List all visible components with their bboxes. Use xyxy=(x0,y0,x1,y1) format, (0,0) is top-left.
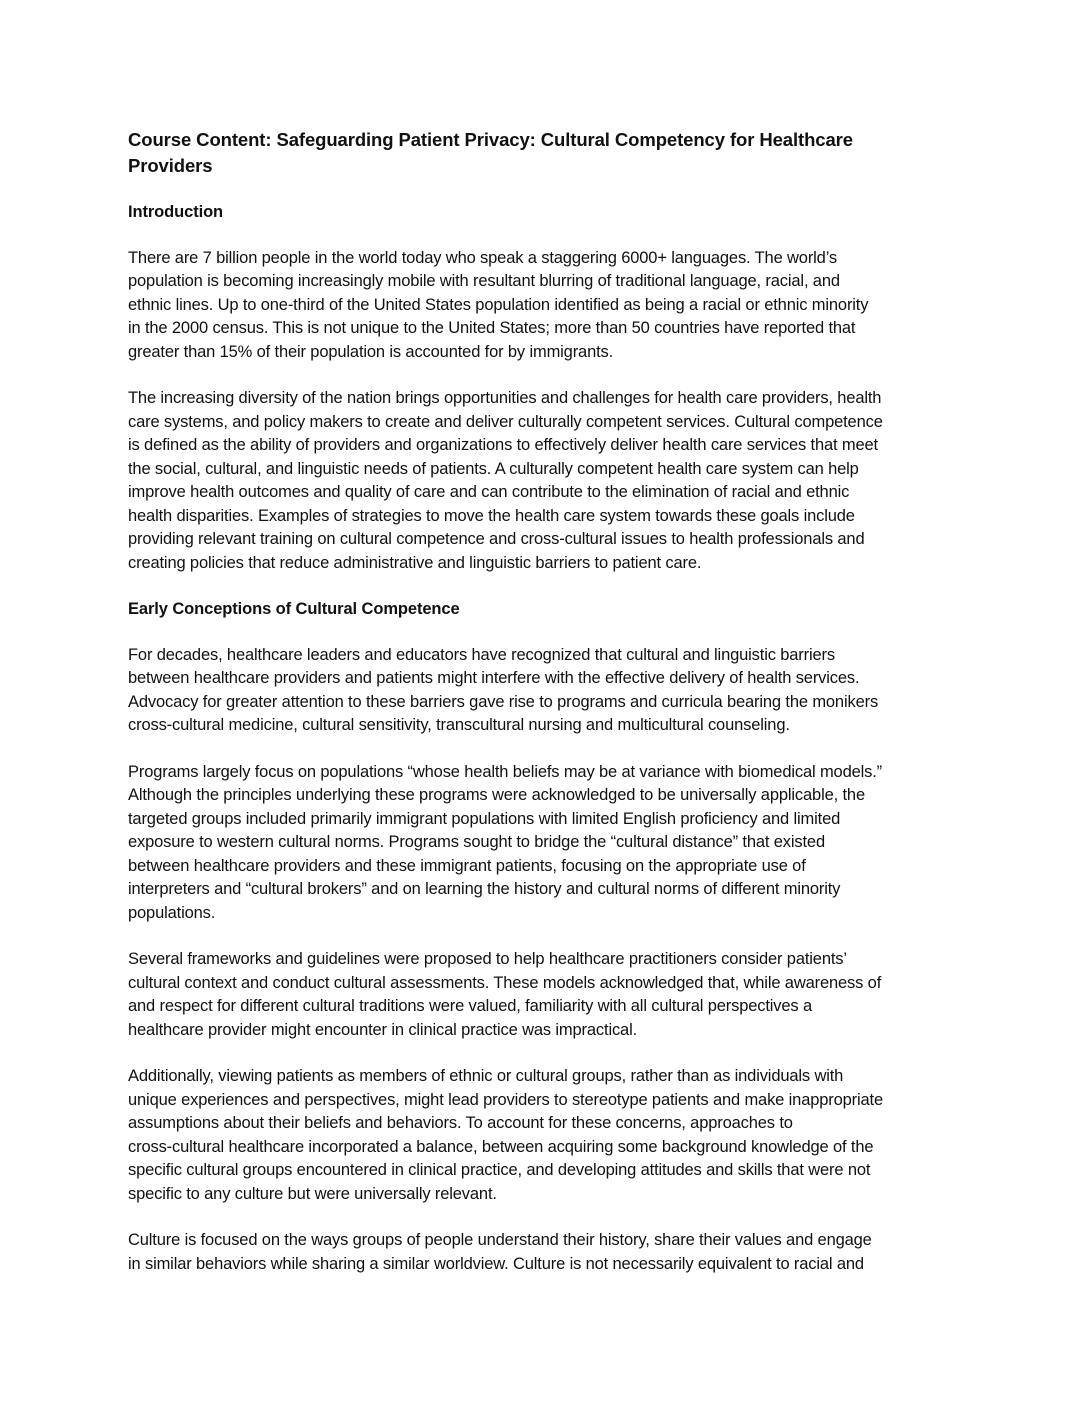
text-line: the social, cultural, and linguistic needs of patients. A culturally competent health care system can help xyxy=(128,459,859,478)
text-line: specific to any culture but were universally relevant. xyxy=(128,1184,497,1203)
paragraph xyxy=(128,387,963,575)
document-page xyxy=(128,127,963,1299)
text-line: Several frameworks and guidelines were proposed to help healthcare practitioners consider patients’ xyxy=(128,950,847,968)
text-line: ethnic lines. Up to one-third of the United States population identified as being a racial or ethnic minority xyxy=(128,295,869,314)
paragraph xyxy=(128,1229,963,1276)
text-line: between healthcare providers and patients might interfere with the effective delivery of health services. xyxy=(128,669,860,687)
section-introduction xyxy=(128,201,963,575)
text-line: assumptions about their beliefs and behaviors. To account for these concerns, approaches to xyxy=(128,1114,793,1132)
text-line: healthcare provider might encounter in clinical practice was impractical. xyxy=(128,1020,638,1039)
text-line: population is becoming increasingly mobile with resultant blurring of traditional language, racial, and xyxy=(128,272,840,290)
text-line: Advocacy for greater attention to these barriers gave rise to programs and curricula bearing the monikers xyxy=(128,692,879,711)
title-line: Providers xyxy=(128,155,213,176)
text-line: populations. xyxy=(128,903,216,922)
text-line: care systems, and policy makers to create and deliver culturally competent services. Cultural competence xyxy=(128,412,883,431)
text-line: improve health outcomes and quality of care and can contribute to the elimination of racial and ethnic xyxy=(128,483,850,501)
document-title xyxy=(128,127,963,179)
paragraph xyxy=(128,761,963,926)
paragraph xyxy=(128,1065,963,1206)
text-line: For decades, healthcare leaders and educators have recognized that cultural and linguistic barriers xyxy=(128,645,835,664)
section-heading: Early Conceptions of Cultural Competence xyxy=(128,600,460,618)
text-line: Culture is focused on the ways groups of people understand their history, share their values and engage xyxy=(128,1231,872,1249)
text-line: in similar behaviors while sharing a similar worldview. Culture is not necessarily equivalent to racial and xyxy=(128,1254,864,1273)
text-line: is defined as the ability of providers and organizations to effectively deliver health care services that meet xyxy=(128,436,878,454)
text-line: cultural context and conduct cultural assessments. These models acknowledged that, while awareness of xyxy=(128,973,882,992)
text-line: interpreters and “cultural brokers” and on learning the history and cultural norms of different minority xyxy=(128,880,841,898)
section-early-conceptions xyxy=(128,598,963,1276)
text-line: exposure to western cultural norms. Programs sought to bridge the “cultural distance” that existed xyxy=(128,833,825,851)
paragraph xyxy=(128,948,963,1042)
paragraph xyxy=(128,247,963,365)
text-line: unique experiences and perspectives, might lead providers to stereotype patients and make inappropriate xyxy=(128,1090,884,1109)
text-line: health disparities. Examples of strategies to move the health care system towards these goals include xyxy=(128,506,855,525)
text-line: between healthcare providers and these immigrant patients, focusing on the appropriate use of xyxy=(128,856,806,875)
section-heading: Introduction xyxy=(128,203,224,221)
text-line: cross-cultural healthcare incorporated a balance, between acquiring some background knowledge of the xyxy=(128,1137,874,1156)
text-line: and respect for different cultural traditions were valued, familiarity with all cultural perspectives a xyxy=(128,997,812,1015)
paragraph xyxy=(128,644,963,738)
text-line: The increasing diversity of the nation brings opportunities and challenges for health care providers, health xyxy=(128,389,882,407)
text-line: targeted groups included primarily immigrant populations with limited English proficiency and limited xyxy=(128,809,841,828)
text-line: in the 2000 census. This is not unique to the United States; more than 50 countries have reported that xyxy=(128,319,856,337)
title-line: Course Content: Safeguarding Patient Privacy: Cultural Competency for Healthcare xyxy=(128,129,853,150)
text-line: Programs largely focus on populations “whose health beliefs may be at variance with biomedical models.” xyxy=(128,762,883,781)
text-line: specific cultural groups encountered in clinical practice, and developing attitudes and skills that were not xyxy=(128,1161,871,1179)
text-line: Although the principles underlying these programs were acknowledged to be universally applicable, the xyxy=(128,786,865,804)
text-line: Additionally, viewing patients as members of ethnic or cultural groups, rather than as individuals with xyxy=(128,1067,844,1085)
text-line: greater than 15% of their population is accounted for by immigrants. xyxy=(128,342,614,361)
text-line: There are 7 billion people in the world today who speak a staggering 6000+ languages. The world’s xyxy=(128,248,838,267)
text-line: cross-cultural medicine, cultural sensitivity, transcultural nursing and multicultural counseling. xyxy=(128,716,790,734)
text-line: creating policies that reduce administrative and linguistic barriers to patient care. xyxy=(128,553,702,572)
text-line: providing relevant training on cultural competence and cross-cultural issues to health professionals and xyxy=(128,530,865,548)
